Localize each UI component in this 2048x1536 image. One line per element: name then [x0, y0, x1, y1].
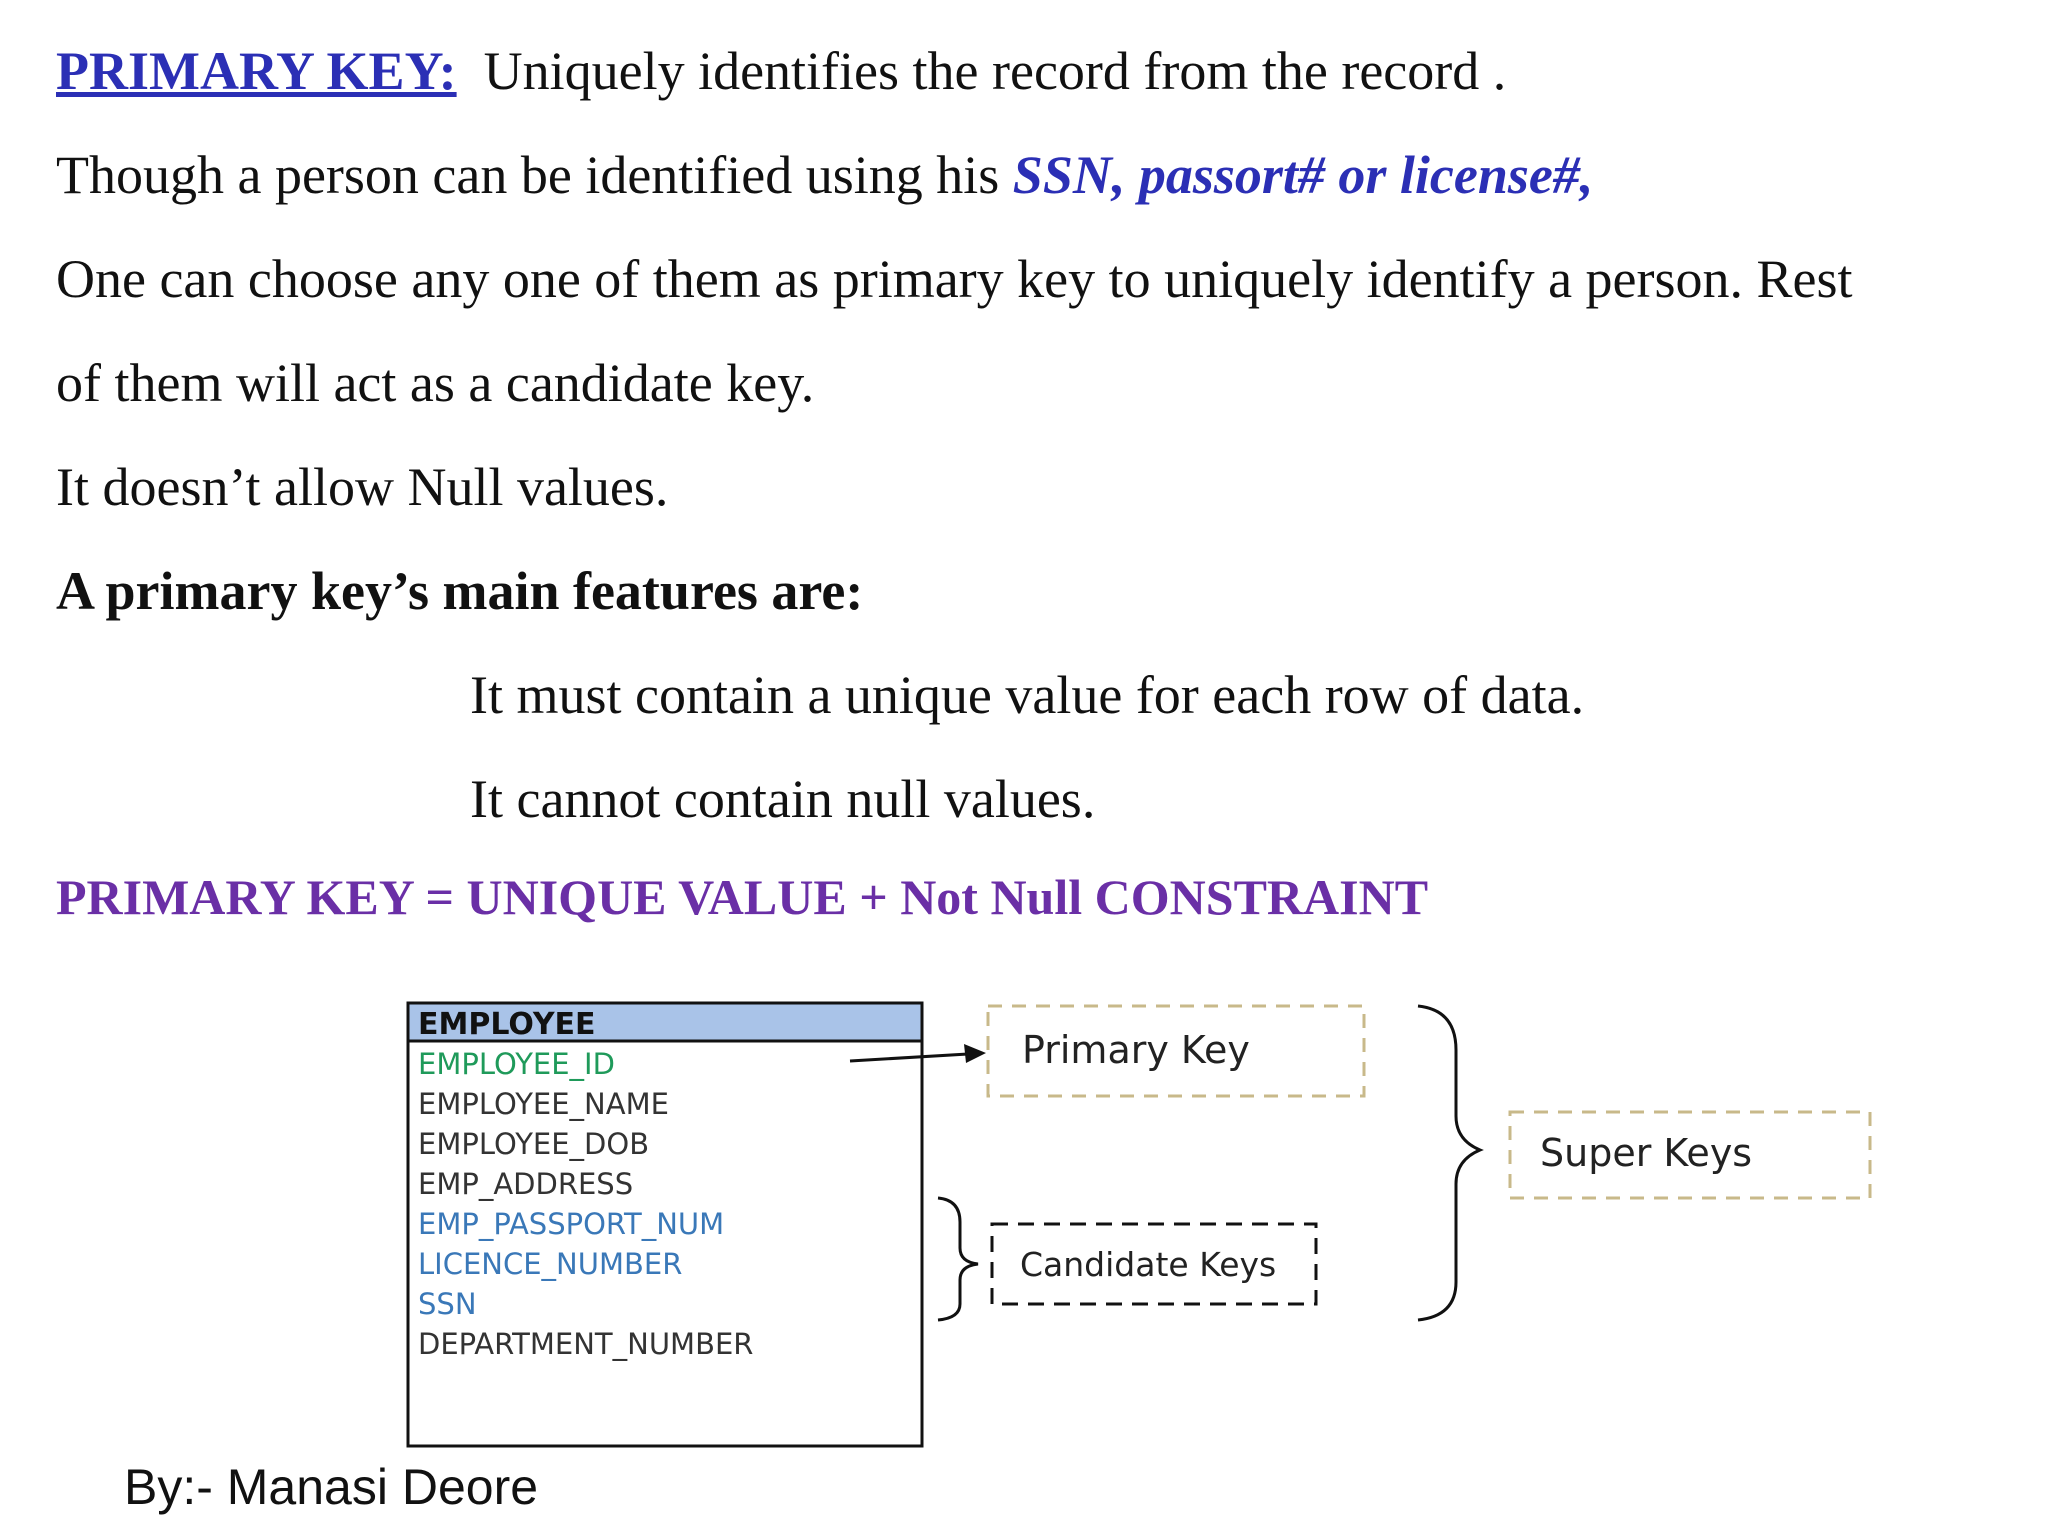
feature-item-unique: It must contain a unique value for each row of data. — [470, 665, 1585, 725]
identification-text: Though a person can be identified using his — [56, 145, 1013, 205]
null-line: It doesn’t allow Null values. — [56, 457, 669, 517]
primary-key-label: Primary Key — [1022, 1028, 1250, 1072]
candidate-keys-brace — [938, 1198, 978, 1320]
candidate-keys-label: Candidate Keys — [1020, 1245, 1277, 1284]
identifier-examples: SSN, passort# or license#, — [1012, 145, 1594, 205]
table-title: EMPLOYEE — [418, 1007, 596, 1042]
primary-key-arrow — [850, 1054, 968, 1061]
field-employee-name: EMPLOYEE_NAME — [418, 1087, 669, 1121]
super-keys-label: Super Keys — [1540, 1131, 1753, 1175]
field-employee-dob: EMPLOYEE_DOB — [418, 1127, 650, 1161]
author-credit: By:- Manasi Deore — [124, 1459, 539, 1515]
primary-key-heading: PRIMARY KEY: — [56, 41, 457, 101]
primary-key-arrowhead — [964, 1044, 986, 1063]
choose-line-2: of them will act as a candidate key. — [56, 353, 815, 413]
field-department-number: DEPARTMENT_NUMBER — [418, 1327, 754, 1361]
field-ssn: SSN — [418, 1287, 477, 1321]
primary-key-definition: Uniquely identifies the record from the record . — [483, 41, 1507, 101]
field-licence-number: LICENCE_NUMBER — [418, 1247, 683, 1281]
formula: PRIMARY KEY = UNIQUE VALUE + Not Null CONSTRAINT — [56, 869, 1429, 925]
field-emp-address: EMP_ADDRESS — [418, 1167, 634, 1201]
features-heading: A primary key’s main features are: — [56, 561, 864, 621]
field-employee-id: EMPLOYEE_ID — [418, 1047, 615, 1081]
feature-item-not-null: It cannot contain null values. — [470, 769, 1096, 829]
super-keys-brace — [1418, 1006, 1480, 1320]
choose-line-1: One can choose any one of them as primary key to uniquely identify a person. Rest — [56, 249, 1853, 309]
field-emp-passport-num: EMP_PASSPORT_NUM — [418, 1207, 725, 1241]
